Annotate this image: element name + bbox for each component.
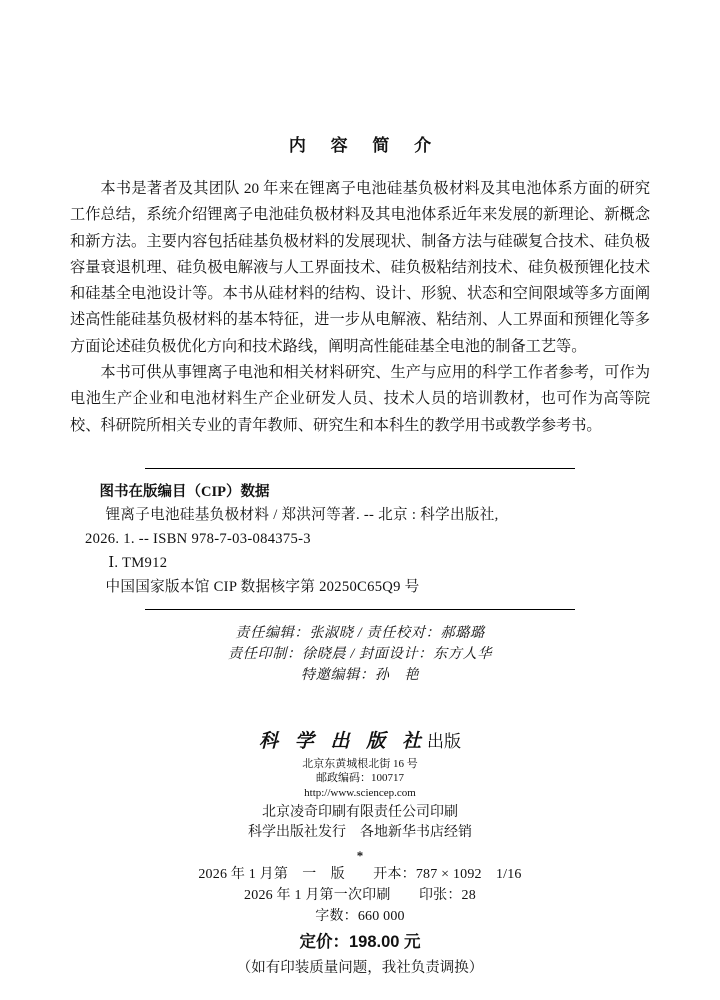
publication-specs bbox=[60, 864, 660, 927]
brief-paragraph-1: 本书是著者及其团队 20 年来在锂离子电池硅基负极材料及其电池体系方面的研究工作总结，系统介绍锂离子电池硅负极材料及其电池体系近年来发展的新理论、新概念和新方法。主要内容包括硅基负极材料的发展现状、制备方法与硅碳复合技术、硅负极容量衰退机理、硅负极电解液与人工界面技术、硅负极粘结剂技术、硅负极预锂化技术和硅基全电池设计等。本书从硅材料的结构、设计、形貌、状态和空间限域等多方面阐述高性能硅基负极材料的基本特征，进一步从电解液、粘结剂、人工界面和预锂化等多方面论述硅负极优化方向和技术路线，阐明高性能硅基全电池的制备工艺等。 bbox=[70, 180, 650, 355]
credit-line-special-editor: 特邀编辑：孙 艳 bbox=[300, 666, 420, 683]
credit-line-editor: 责任编辑：张淑晓 / 责任校对：郝璐璐 bbox=[235, 624, 485, 641]
publisher-suffix: 出版 bbox=[427, 731, 461, 751]
cip-year-isbn-line: 2026. 1. -- ISBN 978-7-03-084375-3 bbox=[85, 530, 311, 547]
publisher-postcode: 邮政编码：100717 bbox=[316, 772, 404, 785]
cip-number-line: 中国国家版本馆 CIP 数据核字第 20250C65Q9 号 bbox=[105, 578, 420, 595]
cip-classification-line: Ⅰ. TM912 bbox=[108, 554, 168, 571]
cip-bottom-rule bbox=[145, 609, 575, 610]
exchange-note: （如有印装质量问题，我社负责调换） bbox=[236, 960, 484, 977]
distribution-line: 科学出版社发行 各地新华书店经销 bbox=[248, 825, 472, 841]
publisher-name-line bbox=[60, 729, 660, 755]
publisher-block bbox=[60, 729, 660, 980]
print-distribution bbox=[60, 803, 660, 843]
publisher-address: 北京东黄城根北街 16 号 bbox=[302, 757, 418, 770]
credits-block bbox=[60, 623, 660, 686]
science-press-logo: 科 学 出 版 社 bbox=[258, 730, 427, 752]
separator-asterisk: * bbox=[356, 848, 364, 864]
price-line: 定价：198.00 元 bbox=[299, 933, 421, 952]
printing-line: 2026 年 1 月第一次印刷 印张：28 bbox=[244, 888, 476, 904]
credit-line-printing: 责任印制：徐晓晨 / 封面设计：东方人华 bbox=[227, 645, 493, 662]
cip-heading: 图书在版编目（CIP）数据 bbox=[99, 483, 270, 500]
cip-content bbox=[85, 469, 635, 605]
cip-title-author-line: 锂离子电池硅基负极材料 / 郑洪河等著. -- 北京 : 科学出版社, bbox=[105, 506, 499, 523]
publisher-website: http://www.sciencep.com bbox=[304, 786, 416, 799]
printer-line: 北京凌奇印刷有限责任公司印刷 bbox=[262, 805, 458, 821]
content-brief-title: 内 容 简 介 bbox=[288, 136, 442, 155]
content-brief-body bbox=[60, 176, 660, 439]
edition-line: 2026 年 1 月第 一 版 开本：787 × 1092 1/16 bbox=[198, 867, 522, 883]
word-count-line: 字数：660 000 bbox=[315, 909, 405, 925]
cip-block bbox=[60, 468, 660, 610]
publisher-contact bbox=[60, 757, 660, 801]
brief-paragraph-2: 本书可供从事锂离子电池和相关材料研究、生产与应用的科学工作者参考，可作为电池生产企业和电池材料生产企业研发人员、技术人员的培训教材，也可作为高等院校、科研院所相关专业的青年教师、研究生和本科生的教学用书或教学参考书。 bbox=[70, 364, 650, 434]
